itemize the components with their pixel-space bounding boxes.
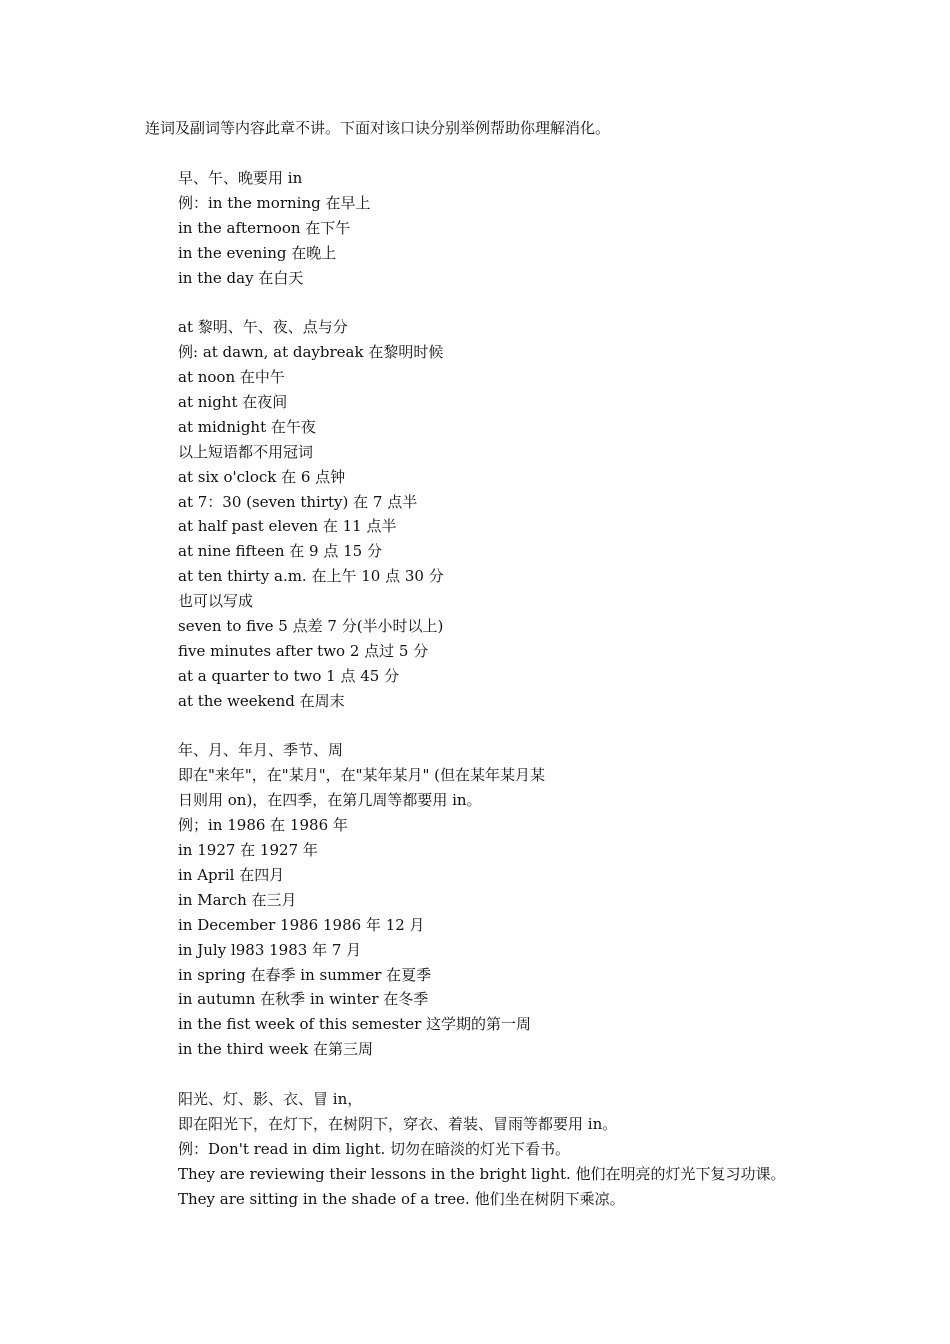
section-spacer [178, 290, 918, 315]
text-line: in the day 在白天 [178, 268, 304, 287]
text-line: in the fist week of this semester 这学期的第一周 [178, 1015, 532, 1034]
text-line: They are reviewing their lessons in the bright light. 他们在明亮的灯光下复习功课。 [178, 1164, 786, 1183]
intro-paragraph: 连词及副词等内容此章不讲。下面对该口诀分别举例帮助你理解消化。 [145, 119, 611, 137]
section-heading: 年、月、年月、季节、周 [178, 741, 344, 760]
section-block [178, 738, 918, 1062]
section-block [178, 315, 918, 713]
section-heading: at 黎明、午、夜、点与分 [178, 318, 348, 337]
section-heading: 阳光、灯、影、衣、冒 in， [178, 1089, 363, 1108]
text-line: in spring 在春季 in summer 在夏季 [178, 965, 432, 984]
text-line: at 7：30 (seven thirty) 在 7 点半 [178, 492, 418, 511]
text-line: five minutes after two 2 点过 5 分 [178, 641, 429, 660]
text-line: 例；in 1986 在 1986 年 [178, 816, 348, 835]
text-line: in April 在四月 [178, 865, 285, 884]
text-line: at the weekend 在周末 [178, 691, 345, 710]
section-block [178, 1087, 918, 1211]
text-line: seven to five 5 点差 7 分(半小时以上) [178, 617, 444, 636]
text-line: 以上短语都不用冠词 [178, 442, 314, 461]
text-line: in December 1986 1986 年 12 月 [178, 915, 425, 934]
content-body [178, 166, 918, 1211]
text-line: 例：in the morning 在早上 [178, 193, 371, 212]
text-line: in July l983 1983 年 7 月 [178, 940, 362, 959]
text-line: at midnight 在午夜 [178, 417, 316, 436]
text-line: at half past eleven 在 11 点半 [178, 517, 397, 536]
text-line: at nine fifteen 在 9 点 15 分 [178, 542, 382, 561]
section-spacer [178, 714, 918, 739]
text-line: at noon 在中午 [178, 368, 285, 387]
text-line: 日则用 on)，在四季，在第几周等都要用 in。 [178, 791, 482, 810]
text-line: 例：Don't read in dim light. 切勿在暗淡的灯光下看书。 [178, 1139, 571, 1158]
text-line: at night 在夜间 [178, 393, 288, 412]
text-line: at ten thirty a.m. 在上午 10 点 30 分 [178, 567, 444, 586]
text-line: at six o'clock 在 6 点钟 [178, 467, 346, 486]
text-line: 例: at dawn, at daybreak 在黎明时候 [178, 343, 444, 362]
text-line: 也可以写成 [178, 592, 254, 611]
text-line: in the evening 在晚上 [178, 243, 337, 262]
text-line: 即在"来年"，在"某月"，在"某年某月" (但在某年某月某 [178, 766, 546, 785]
text-line: in 1927 在 1927 年 [178, 841, 318, 860]
text-line: in the third week 在第三周 [178, 1040, 374, 1059]
section-spacer [178, 1062, 918, 1087]
text-line: in autumn 在秋季 in winter 在冬季 [178, 990, 429, 1009]
section-heading: 早、午、晚要用 in [178, 169, 303, 187]
text-line: 即在阳光下，在灯下，在树阴下，穿衣、着装、冒雨等都要用 in。 [178, 1114, 618, 1133]
section-block [178, 166, 918, 290]
text-line: in the afternoon 在下午 [178, 218, 351, 237]
text-line: They are sitting in the shade of a tree. 他们坐在树阴下乘凉。 [178, 1189, 625, 1208]
text-line: at a quarter to two 1 点 45 分 [178, 666, 400, 685]
text-line: in March 在三月 [178, 890, 297, 909]
